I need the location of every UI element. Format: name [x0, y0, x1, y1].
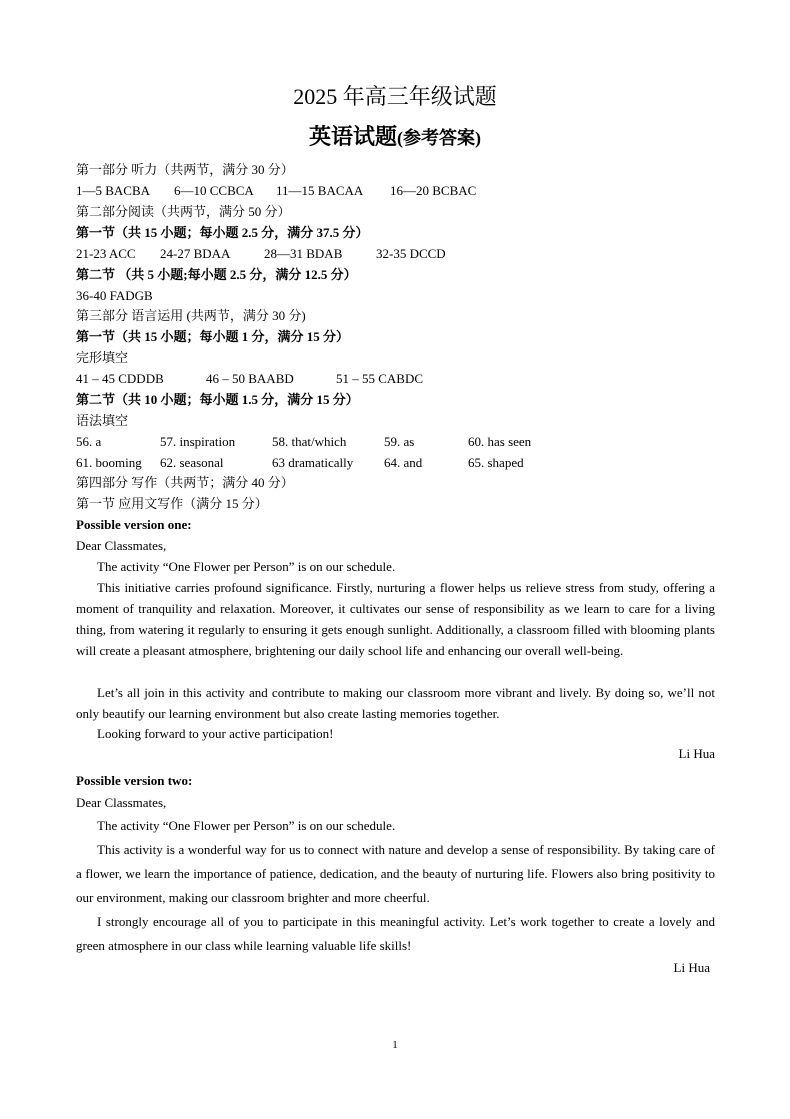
version2-paragraph-1: The activity “One Flower per Person” is on our schedule.: [97, 818, 396, 833]
answer-group: 51 – 55 CABDC: [336, 371, 424, 386]
answer-group: 6—10 CCBCA: [174, 183, 254, 198]
answer-group: 24-27 BDAA: [160, 246, 231, 261]
answer-group: 28—31 BDAB: [264, 246, 343, 261]
cloze-label: 完形填空: [76, 350, 129, 365]
version1-label: Possible version one:: [76, 517, 192, 532]
part1-heading: 第一部分 听力（共两节，满分 30 分）: [76, 162, 294, 177]
answer-group: 21-23 ACC: [76, 246, 136, 261]
grammar-answer: 60. has seen: [468, 434, 532, 449]
page-title: 2025 年高三年级试题: [293, 84, 497, 109]
page-number: 1: [392, 1039, 398, 1051]
grammar-answer: 65. shaped: [468, 455, 524, 470]
version1-paragraph-4: Looking forward to your active participation!: [97, 726, 334, 741]
grammar-answer: 62. seasonal: [160, 455, 224, 470]
answer-group: 1—5 BACBA: [76, 183, 151, 198]
grammar-answer: 56. a: [76, 434, 102, 449]
part3-sec1-heading: 第一节（共 15 小题；每小题 1 分，满分 15 分）: [76, 329, 350, 344]
grammar-answer: 59. as: [384, 434, 415, 449]
version1-paragraph-1: The activity “One Flower per Person” is on our schedule.: [97, 559, 396, 574]
grammar-answer: 64. and: [384, 455, 423, 470]
version1-greeting: Dear Classmates,: [76, 538, 167, 553]
part2-sec1-answers: [76, 244, 715, 264]
version2-greeting: Dear Classmates,: [76, 795, 167, 810]
answer-group: 16—20 BCBAC: [390, 183, 477, 198]
grammar-answer: 58. that/which: [272, 434, 347, 449]
part2-heading: 第二部分阅读（共两节，满分 50 分）: [76, 204, 291, 219]
answer-group: 41 – 45 CDDDB: [76, 371, 164, 386]
answer-group: 11—15 BACAA: [276, 183, 364, 198]
answer-group: 32-35 DCCD: [376, 246, 446, 261]
subtitle-main: 英语试题: [308, 124, 397, 149]
cloze-answers: [76, 369, 715, 389]
version1-paragraph-3: Let’s all join in this activity and contribute to making our classroom more vibrant and lively. By doing so, we’ll not only beautify our learning environment but also create lasting memories together.: [76, 685, 715, 721]
part4-heading: 第四部分 写作（共两节；满分 40 分）: [76, 475, 294, 490]
part3-heading: 第三部分 语言运用 (共两节，满分 30 分): [76, 308, 306, 323]
version1-paragraph-2: This initiative carries profound significance. Firstly, nurturing a flower helps us relieve stress from study, offering a moment of tranquility and relaxation. Moreover, it cultivates our sense of responsibility as we learn to care for a living thing, from watering it regularly to ensuring it gets enough sunlight. Additionally, a classroom filled with blooming plants will create a pleasant atmosphere, brightening our daily school life and enhancing our overall well-being.: [76, 580, 715, 658]
version1-signature: Li Hua: [678, 746, 715, 761]
grammar-row-1: [76, 432, 715, 452]
version2-label: Possible version two:: [76, 773, 193, 788]
part2-sec2-answers: 36-40 FADGB: [76, 288, 153, 303]
grammar-answer: 63 dramatically: [272, 455, 354, 470]
version2-paragraph-3: I strongly encourage all of you to participate in this meaningful activity. Let’s work together to create a lovely and green atmosphere in our class while learning valuable life skills!: [76, 914, 715, 953]
version2-paragraph-2: This activity is a wonderful way for us to connect with nature and develop a sense of responsibility. By taking care of a flower, we learn the importance of patience, dedication, and the beauty of nurturing life. Flowers also bring positivity to our environment, making our classroom brighter and more cheerful.: [76, 842, 715, 905]
grammar-answer: 57. inspiration: [160, 434, 236, 449]
answer-group: 46 – 50 BAABD: [206, 371, 294, 386]
part2-sec1-heading: 第一节（共 15 小题；每小题 2.5 分，满分 37.5 分）: [76, 225, 369, 240]
part3-sec2-heading: 第二节（共 10 小题；每小题 1.5 分，满分 15 分）: [76, 392, 359, 407]
grammar-label: 语法填空: [76, 413, 129, 428]
part1-answers: [76, 181, 715, 201]
grammar-answer: 61. booming: [76, 455, 142, 470]
grammar-row-2: [76, 453, 715, 473]
part2-sec2-heading: 第二节 （共 5 小题;每小题 2.5 分，满分 12.5 分）: [76, 267, 357, 282]
page-subtitle: [0, 121, 790, 154]
part4-sec1-heading: 第一节 应用文写作（满分 15 分）: [76, 496, 268, 511]
subtitle-paren: (参考答案): [397, 128, 481, 148]
version2-signature: Li Hua: [673, 960, 710, 975]
